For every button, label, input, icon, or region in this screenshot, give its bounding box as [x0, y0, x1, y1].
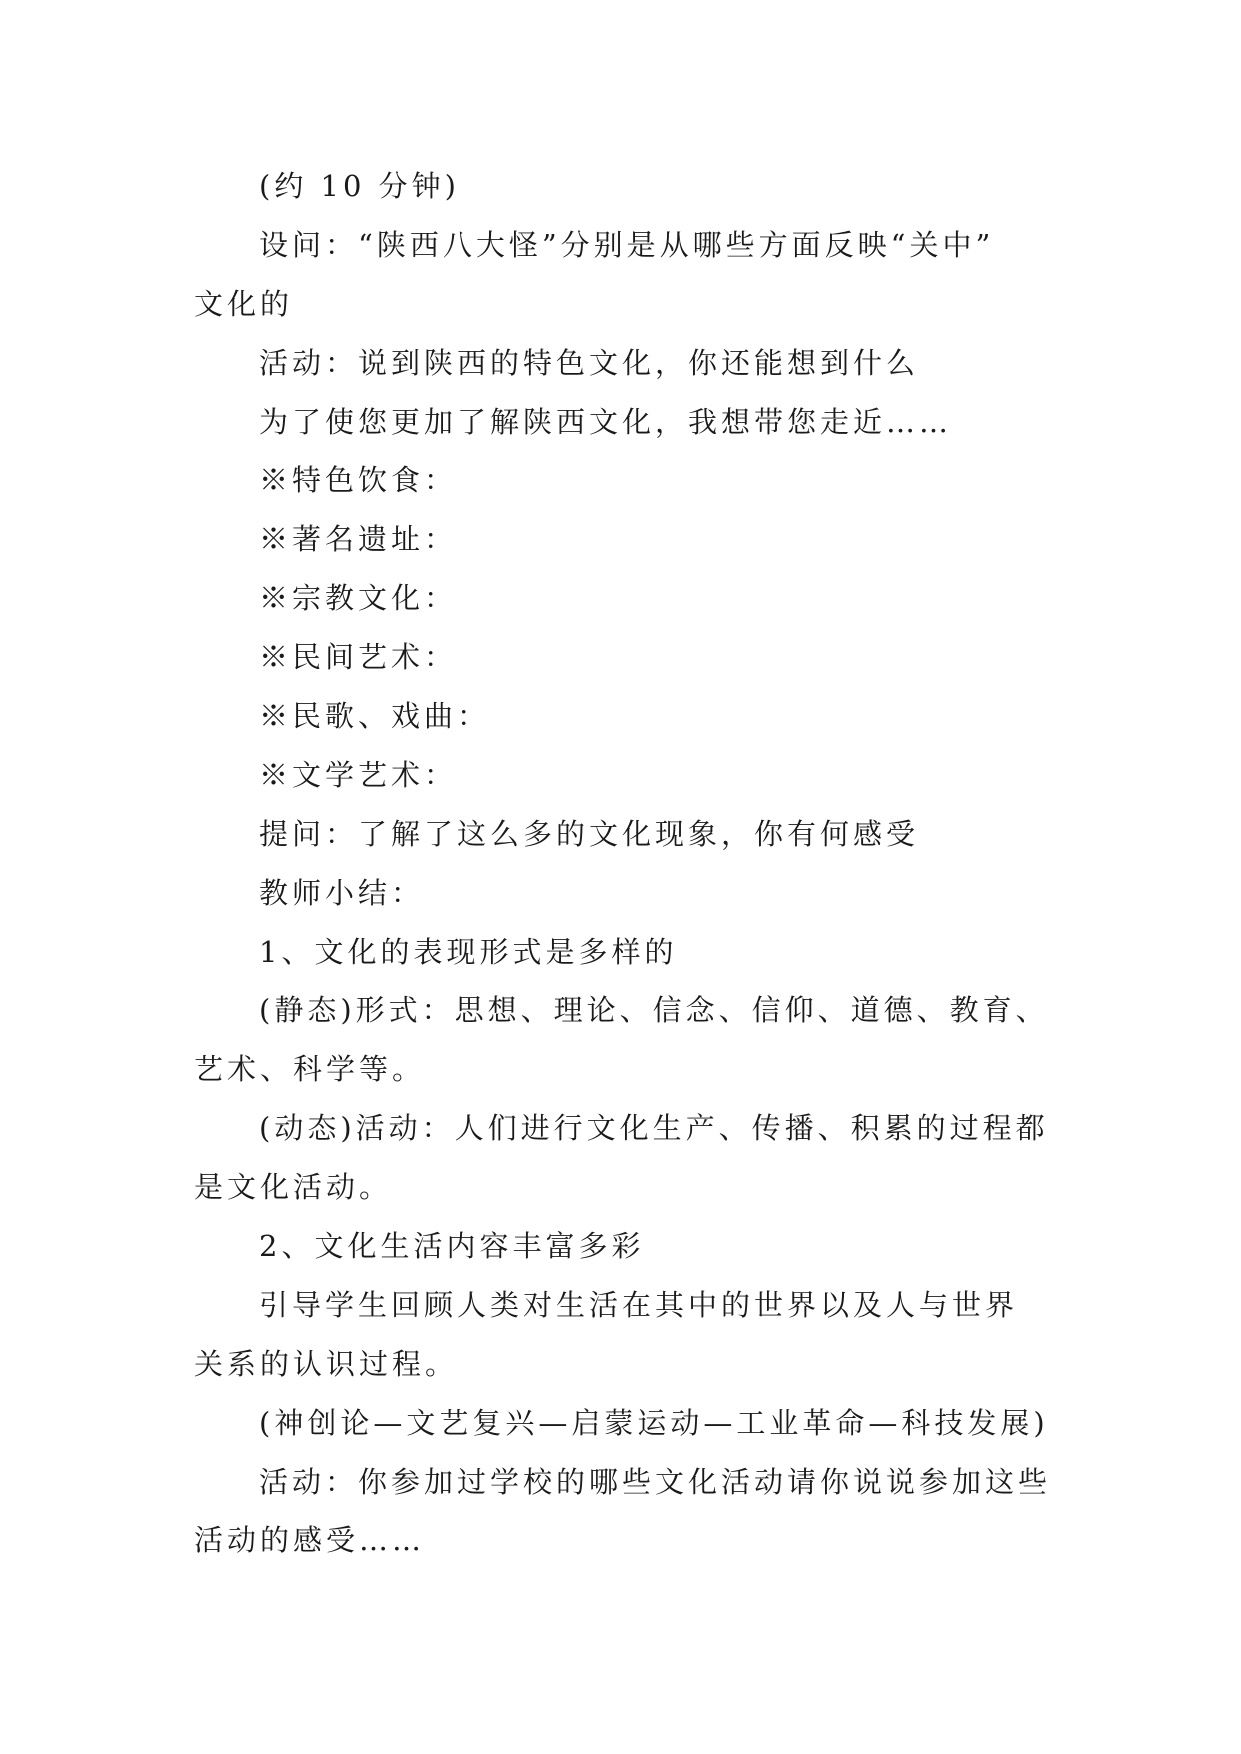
- list-item: [194, 687, 1241, 746]
- paragraph-dynamic-activity: [194, 1099, 1241, 1217]
- text-line: (约 10 分钟): [259, 169, 460, 203]
- list-item: [194, 569, 1241, 628]
- paragraph-final-activity: [194, 1453, 1241, 1571]
- list-item: [194, 746, 1241, 805]
- paragraph-duration: [194, 157, 1241, 216]
- paragraph-timeline: [194, 1394, 1241, 1453]
- paragraph-static-form: [194, 981, 1241, 1099]
- text-line: 活动：说到陕西的特色文化，你还能想到什么: [259, 345, 920, 380]
- text-line: (静态)形式：思想、理论、信念、信仰、道德、教育、: [259, 993, 1049, 1028]
- paragraph-summary-heading: [194, 864, 1241, 923]
- paragraph-activity: [194, 334, 1241, 393]
- text-line: ※特色饮食：: [259, 463, 458, 498]
- text-line: ※著名遗址：: [259, 522, 458, 557]
- text-line: 设问：“陕西八大怪”分别是从哪些方面反映“关中”: [259, 227, 995, 262]
- text-line: (神创论—文艺复兴—启蒙运动—工业革命—科技发展): [259, 1405, 1049, 1440]
- list-item: [194, 451, 1241, 510]
- paragraph-point-2: [194, 1217, 1241, 1276]
- text-line: 教师小结：: [259, 875, 425, 910]
- list-item: [194, 510, 1241, 569]
- paragraph-point-1: [194, 923, 1241, 982]
- text-line: 引导学生回顾人类对生活在其中的世界以及人与世界: [259, 1287, 1019, 1322]
- text-line: ※文学艺术：: [259, 757, 458, 792]
- text-line: 活动：你参加过学校的哪些文化活动请你说说参加这些: [259, 1464, 1052, 1499]
- text-line: 为了使您更加了解陕西文化，我想带您走近……: [259, 404, 953, 439]
- list-item: [194, 628, 1241, 687]
- text-line: 提问：了解了这么多的文化现象，你有何感受: [259, 816, 920, 851]
- text-line: 2、文化生活内容丰富多彩: [259, 1229, 645, 1264]
- paragraph-guide: [194, 1276, 1241, 1394]
- text-line: ※宗教文化：: [259, 581, 458, 616]
- text-line: 1、文化的表现形式是多样的: [259, 934, 678, 969]
- text-line: 关系的认识过程。: [194, 1346, 459, 1381]
- paragraph-prompt: [194, 805, 1241, 864]
- paragraph-question: [194, 216, 1241, 334]
- text-line: ※民间艺术：: [259, 640, 458, 675]
- text-line: ※民歌、戏曲：: [259, 699, 491, 734]
- text-line: 活动的感受……: [194, 1523, 426, 1558]
- paragraph-intro: [194, 393, 1241, 452]
- text-line: 艺术、科学等。: [194, 1052, 426, 1087]
- text-line: 文化的: [194, 286, 294, 321]
- text-line: (动态)活动：人们进行文化生产、传播、积累的过程都: [259, 1111, 1049, 1146]
- text-line: 是文化活动。: [194, 1170, 393, 1205]
